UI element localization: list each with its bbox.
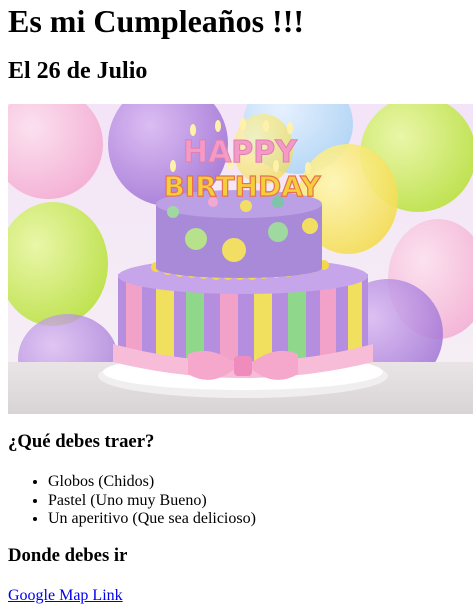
page-title: Es mi Cumpleaños !!! [8,3,305,39]
party-date: El 26 de Julio [8,58,148,84]
candle-text-happy: HAPPY [182,135,298,170]
list-item: • Pastel (Uno muy Bueno) [48,492,256,511]
google-map-link[interactable]: Google Map Link [8,587,123,604]
birthday-cake-image [8,104,473,414]
bring-list [8,473,256,529]
cake-top-tier [156,190,322,278]
list-item: • Un aperitivo (Que sea delicioso) [48,510,256,529]
candle-text-birthday: BIRTHDAY [163,170,321,203]
where-heading: Donde debes ir [8,545,128,566]
list-item: • Globos (Chidos) [48,473,256,492]
cake-illustration [8,104,473,414]
bring-heading: ¿Qué debes traer? [8,431,155,452]
